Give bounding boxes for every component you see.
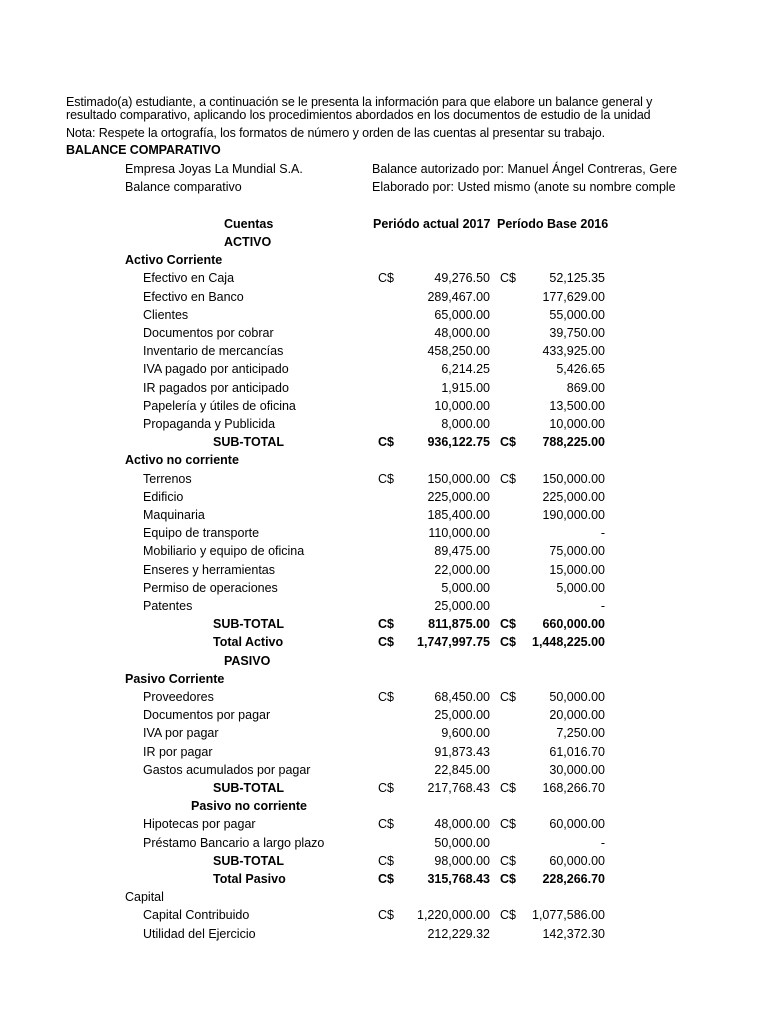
amount-current: 1,915.00: [441, 380, 490, 395]
amount-current: 22,000.00: [434, 562, 490, 577]
table-row: [0, 688, 768, 706]
currency-symbol-base: C$: [500, 271, 516, 286]
currency-symbol-current: C$: [378, 471, 394, 486]
row-label: ACTIVO: [224, 235, 272, 249]
currency-symbol-current: C$: [378, 853, 394, 868]
table-row: [0, 324, 768, 342]
row-label: SUB-TOTAL: [213, 435, 285, 450]
amount-base: 50,000.00: [549, 690, 605, 704]
table-row: [0, 615, 768, 633]
row-label: IVA por pagar: [143, 726, 219, 741]
intro-line-2: resultado comparativo, aplicando los procedimientos abordados en los documentos de estudio de la unidad: [66, 108, 651, 122]
currency-symbol-base: C$: [500, 435, 516, 450]
amount-base: 433,925.00: [542, 344, 605, 359]
table-row: [0, 488, 768, 506]
currency-symbol-base: C$: [500, 690, 516, 704]
table-row: [0, 706, 768, 724]
row-label: SUB-TOTAL: [213, 617, 285, 632]
amount-current: 289,467.00: [427, 289, 490, 304]
amount-current: 65,000.00: [434, 307, 490, 322]
amount-current: 5,000.00: [441, 580, 490, 595]
row-label: Efectivo en Banco: [143, 289, 244, 304]
row-label: Edificio: [143, 489, 184, 504]
table-row: [0, 779, 768, 797]
row-label: Pasivo no corriente: [191, 799, 308, 814]
amount-base: -: [600, 599, 605, 613]
currency-symbol-current: C$: [378, 690, 394, 704]
column-header-row: [0, 215, 768, 233]
row-label: IVA pagado por anticipado: [143, 362, 289, 377]
authorized-by: Balance autorizado por: Manuel Ángel Contreras, Gere: [372, 162, 678, 176]
company-name: Empresa Joyas La Mundial S.A.: [125, 162, 303, 176]
amount-base: 788,225.00: [542, 435, 605, 450]
table-row: [0, 652, 768, 670]
currency-symbol-base: C$: [500, 471, 516, 486]
table-row: [0, 888, 768, 906]
table-row: [0, 233, 768, 251]
note-line: Nota: Respete la ortografía, los formatos de número y orden de las cuentas al presentar su trabajo.: [66, 126, 606, 140]
table-row: [0, 379, 768, 397]
row-label: IR por pagar: [143, 744, 213, 759]
amount-base: 1,077,586.00: [532, 908, 605, 923]
amount-current: 217,768.43: [427, 781, 490, 795]
amount-base: 30,000.00: [549, 762, 605, 777]
amount-base: 61,016.70: [549, 744, 605, 759]
amount-current: 91,873.43: [434, 744, 490, 759]
amount-current: 10,000.00: [434, 398, 490, 413]
header-current-period: Periódo actual 2017: [373, 217, 491, 231]
prepared-by: Elaborado por: Usted mismo (anote su nombre comple: [372, 180, 676, 194]
amount-base: 60,000.00: [549, 817, 605, 832]
row-label: Documentos por pagar: [143, 708, 271, 723]
currency-symbol-base: C$: [500, 817, 516, 832]
currency-symbol-base: C$: [500, 635, 516, 650]
document-title: BALANCE COMPARATIVO: [66, 143, 221, 157]
table-row: [0, 360, 768, 378]
table-row: [0, 470, 768, 488]
amount-base: 15,000.00: [549, 562, 605, 577]
amount-current: 6,214.25: [441, 362, 490, 377]
amount-base: 142,372.30: [542, 926, 605, 941]
amount-current: 1,220,000.00: [417, 908, 490, 923]
table-row: [0, 906, 768, 924]
row-label: SUB-TOTAL: [213, 853, 285, 868]
table-row: [0, 342, 768, 360]
currency-symbol-base: C$: [500, 853, 516, 868]
amount-current: 185,400.00: [427, 508, 490, 522]
amount-base: 660,000.00: [542, 617, 605, 632]
table-row: [0, 761, 768, 779]
table-row: [0, 870, 768, 888]
currency-symbol-current: C$: [378, 817, 394, 832]
currency-symbol-base: C$: [500, 872, 516, 886]
table-row: [0, 724, 768, 742]
table-row: [0, 743, 768, 761]
table-row: [0, 542, 768, 560]
table-row: [0, 925, 768, 943]
table-row: [0, 797, 768, 815]
amount-current: 225,000.00: [427, 489, 490, 504]
row-label: Capital Contribuido: [143, 908, 250, 923]
intro-line-1: Estimado(a) estudiante, a continuación se le presenta la información para que elabore un balance general y: [66, 95, 653, 109]
balance-subtitle: Balance comparativo: [125, 180, 242, 194]
row-label: Proveedores: [143, 690, 214, 704]
amount-current: 936,122.75: [427, 435, 490, 450]
amount-current: 1,747,997.75: [417, 635, 490, 650]
table-row: [0, 561, 768, 579]
table-row: [0, 306, 768, 324]
amount-base: -: [600, 526, 605, 541]
table-row: [0, 633, 768, 651]
row-label: Equipo de transporte: [143, 526, 260, 541]
currency-symbol-base: C$: [500, 617, 516, 632]
currency-symbol-current: C$: [378, 617, 394, 632]
currency-symbol-current: C$: [378, 781, 394, 795]
row-label: Mobiliario y equipo de oficina: [143, 544, 305, 559]
amount-current: 9,600.00: [441, 726, 490, 741]
amount-base: 55,000.00: [549, 307, 605, 322]
row-label: Terrenos: [143, 471, 192, 486]
amount-current: 49,276.50: [434, 271, 490, 286]
amount-current: 315,768.43: [427, 872, 490, 886]
row-label: Préstamo Bancario a largo plazo: [143, 835, 325, 850]
currency-symbol-base: C$: [500, 908, 516, 923]
amount-current: 811,875.00: [428, 617, 490, 632]
amount-base: 5,000.00: [556, 580, 605, 595]
row-label: Enseres y herramientas: [143, 562, 276, 577]
amount-base: 190,000.00: [542, 508, 605, 522]
amount-current: 98,000.00: [434, 853, 490, 868]
amount-current: 212,229.32: [427, 926, 490, 941]
currency-symbol-current: C$: [378, 908, 394, 923]
amount-base: 228,266.70: [542, 872, 605, 886]
row-label: Activo Corriente: [125, 253, 223, 268]
amount-current: 50,000.00: [434, 835, 490, 850]
amount-current: 110,000.00: [428, 526, 490, 541]
amount-base: 150,000.00: [542, 471, 605, 486]
amount-current: 458,250.00: [427, 344, 490, 359]
amount-current: 25,000.00: [434, 708, 490, 723]
table-row: [0, 433, 768, 451]
amount-current: 68,450.00: [434, 690, 490, 704]
amount-current: 25,000.00: [434, 599, 490, 613]
amount-current: 22,845.00: [434, 762, 490, 777]
table-row: [0, 415, 768, 433]
currency-symbol-current: C$: [378, 435, 394, 450]
row-label: Activo no corriente: [125, 453, 239, 468]
row-label: Documentos por cobrar: [143, 326, 274, 340]
row-label: Inventario de mercancías: [143, 344, 284, 359]
row-label: SUB-TOTAL: [213, 781, 285, 795]
row-label: Capital: [125, 890, 164, 905]
amount-base: 20,000.00: [549, 708, 605, 723]
amount-base: -: [600, 835, 605, 850]
row-label: Efectivo en Caja: [143, 271, 235, 286]
table-row: [0, 251, 768, 269]
amount-base: 177,629.00: [542, 289, 605, 304]
row-label: Propaganda y Publicida: [143, 417, 276, 431]
table-row: [0, 815, 768, 833]
table-row: [0, 269, 768, 287]
row-label: Hipotecas por pagar: [143, 817, 256, 832]
header-accounts: Cuentas: [224, 217, 274, 231]
amount-base: 869.00: [566, 380, 605, 395]
row-label: Gastos acumulados por pagar: [143, 762, 311, 777]
row-label: Maquinaria: [143, 508, 205, 522]
table-row: [0, 397, 768, 415]
amount-current: 8,000.00: [441, 417, 490, 431]
amount-base: 39,750.00: [549, 326, 605, 340]
amount-base: 7,250.00: [556, 726, 605, 741]
row-label: Utilidad del Ejercicio: [143, 926, 256, 941]
row-label: Total Activo: [213, 635, 284, 650]
row-label: IR pagados por anticipado: [143, 380, 289, 395]
table-row: [0, 670, 768, 688]
amount-base: 60,000.00: [549, 853, 605, 868]
currency-symbol-current: C$: [378, 872, 394, 886]
header-base-period: Período Base 2016: [497, 217, 609, 231]
amount-base: 13,500.00: [549, 398, 605, 413]
amount-base: 168,266.70: [542, 781, 605, 795]
row-label: Clientes: [143, 307, 189, 322]
currency-symbol-base: C$: [500, 781, 516, 795]
row-label: Patentes: [143, 599, 193, 613]
amount-base: 52,125.35: [549, 271, 605, 286]
table-row: [0, 579, 768, 597]
row-label: Papelería y útiles de oficina: [143, 398, 296, 413]
amount-base: 75,000.00: [549, 544, 605, 559]
amount-base: 1,448,225.00: [532, 635, 605, 650]
currency-symbol-current: C$: [378, 635, 394, 650]
amount-current: 150,000.00: [427, 471, 490, 486]
amount-base: 10,000.00: [549, 417, 605, 431]
table-row: [0, 597, 768, 615]
table-row: [0, 451, 768, 469]
amount-base: 225,000.00: [542, 489, 605, 504]
currency-symbol-current: C$: [378, 271, 394, 286]
amount-current: 48,000.00: [434, 817, 490, 832]
row-label: PASIVO: [224, 653, 271, 668]
amount-current: 48,000.00: [434, 326, 490, 340]
table-row: [0, 524, 768, 542]
table-row: [0, 288, 768, 306]
table-row: [0, 852, 768, 870]
amount-base: 5,426.65: [556, 362, 605, 377]
amount-current: 89,475.00: [434, 544, 490, 559]
table-row: [0, 506, 768, 524]
row-label: Total Pasivo: [213, 872, 286, 886]
row-label: Pasivo Corriente: [125, 671, 225, 686]
table-row: [0, 834, 768, 852]
row-label: Permiso de operaciones: [143, 580, 278, 595]
